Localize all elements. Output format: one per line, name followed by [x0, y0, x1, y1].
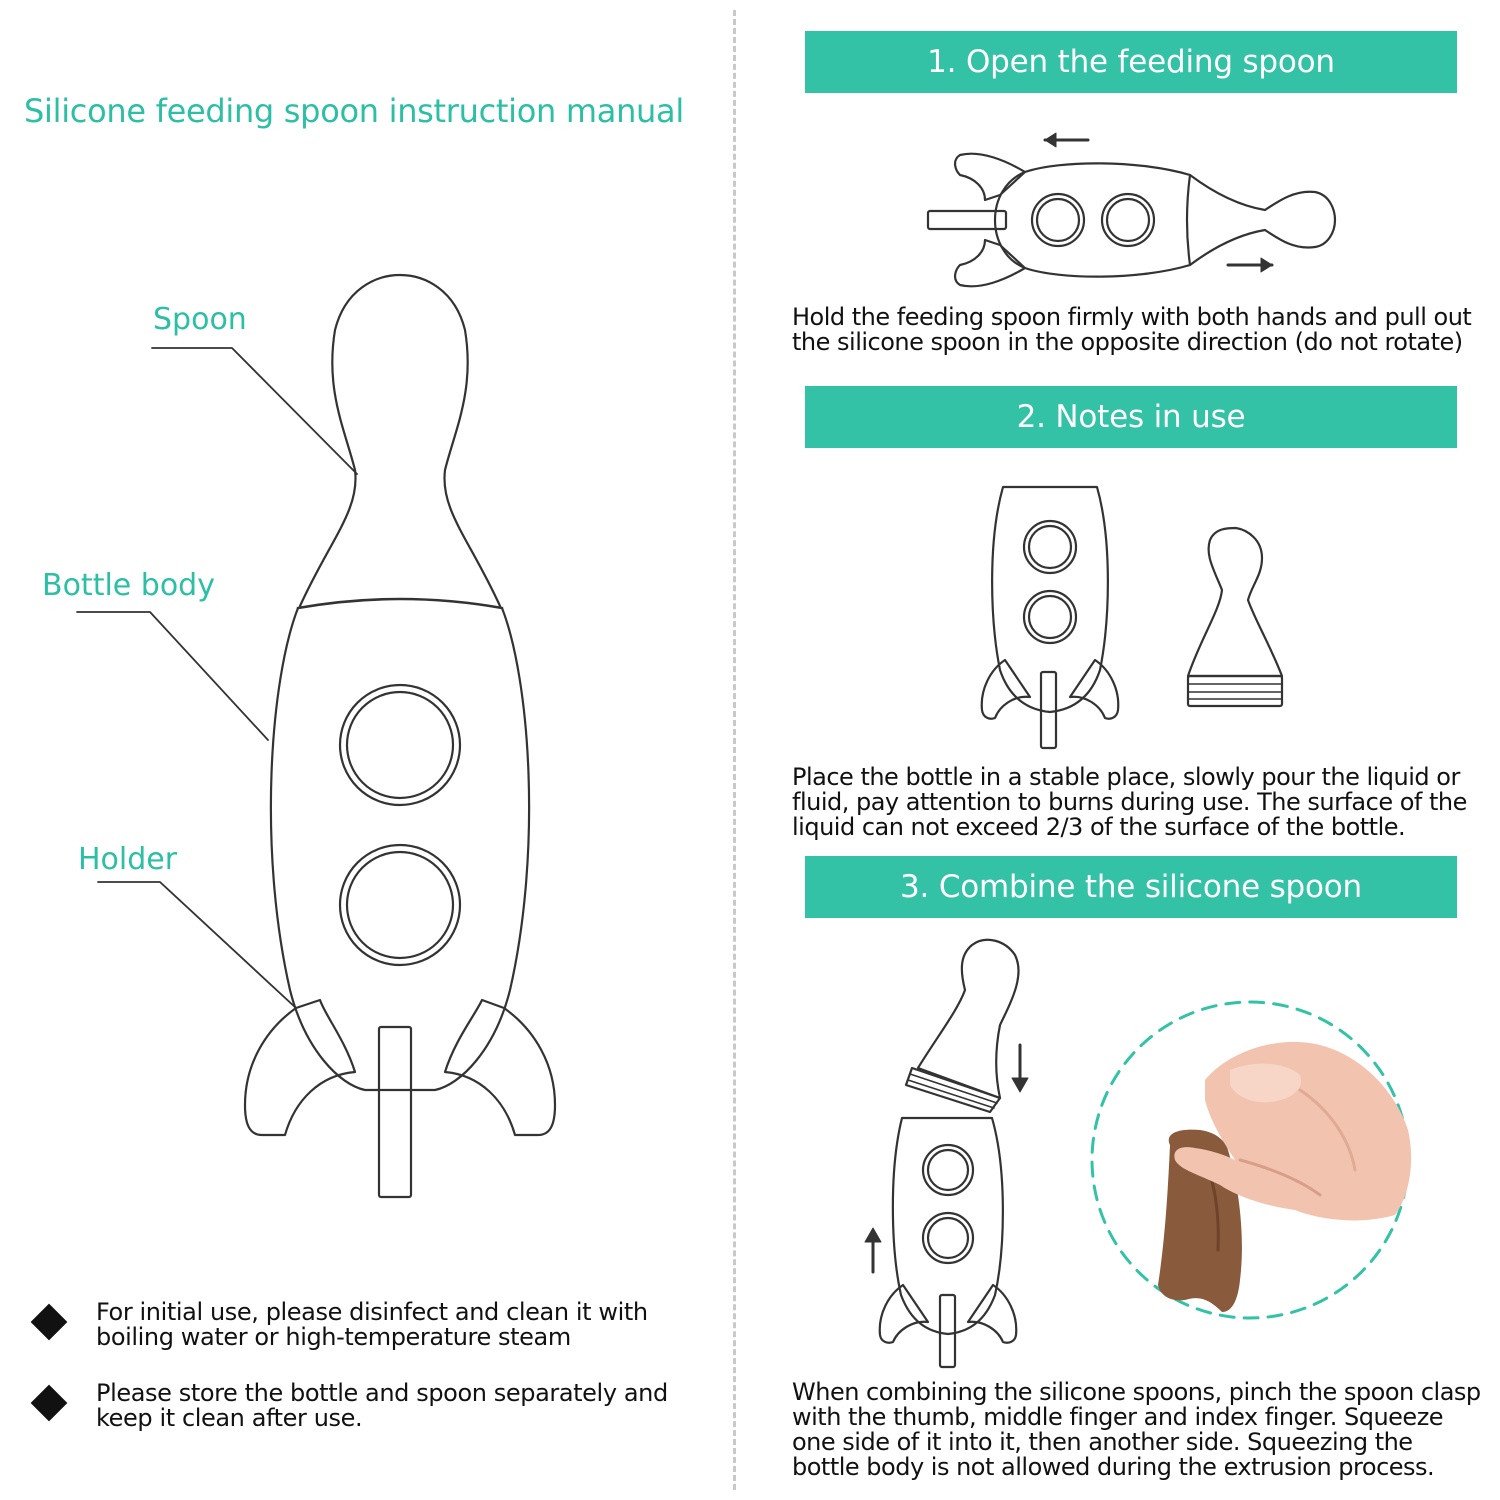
label-holder: Holder — [78, 842, 178, 877]
leader-line-bottle — [77, 612, 268, 740]
step1-illustration — [928, 133, 1335, 286]
leader-line-spoon — [152, 348, 357, 474]
main-holder — [379, 1027, 411, 1197]
note-item-2 — [36, 1381, 696, 1431]
main-spoon-shape — [300, 275, 500, 606]
step1-description: Hold the feeding spoon firmly with both hands and pull out the silicone spoon in the opposite direction (do not rotate) — [792, 303, 1472, 356]
note-text-1: For initial use, please disinfect and clean it with boiling water or high-temperature steam — [96, 1298, 648, 1351]
step2-heading: 2. Notes in use — [805, 386, 1457, 448]
label-spoon: Spoon — [153, 302, 247, 337]
step2-spoon — [1188, 528, 1282, 676]
step1-body — [995, 163, 1190, 276]
step3-heading: 3. Combine the silicone spoon — [805, 856, 1457, 918]
note-text-2: Please store the bottle and spoon separately and keep it clean after use. — [96, 1379, 668, 1432]
step2-fin-right — [1070, 660, 1118, 719]
step2-spoon-base — [1188, 676, 1282, 706]
main-rocket-illustration — [77, 275, 555, 1197]
label-bottle-body: Bottle body — [42, 568, 215, 603]
step2-illustration — [982, 487, 1282, 748]
step1-spoon — [1187, 175, 1335, 265]
main-window-bottom-outer — [340, 845, 460, 965]
step1-heading: 1. Open the feeding spoon — [805, 31, 1457, 93]
note-item-1 — [36, 1300, 696, 1350]
main-window-top-inner — [347, 692, 453, 798]
manual-title: Silicone feeding spoon instruction manual — [24, 92, 684, 130]
step3-illustration — [865, 940, 1411, 1367]
diamond-bullet-icon — [31, 1304, 68, 1341]
diamond-bullet-icon — [31, 1385, 68, 1422]
step2-fin-left — [982, 660, 1030, 719]
main-window-top-outer — [340, 685, 460, 805]
main-bottle-body — [271, 608, 529, 1090]
leader-line-holder — [98, 882, 296, 1008]
main-window-bottom-inner — [347, 852, 453, 958]
main-spoon-rim — [298, 599, 502, 608]
hand-photo — [1158, 1042, 1411, 1312]
step2-description: Place the bottle in a stable place, slowly pour the liquid or fluid, pay attention to burns during use. The surface of the liquid can not exceed 2/3 of the surface of the bottle. — [792, 763, 1467, 841]
step3-description: When combining the silicone spoons, pinch the spoon clasp with the thumb, middle finger and index finger. Squeeze one side of it into it, then another side. Squeezing the bottle body is not allowed during the extrusion process. — [792, 1378, 1481, 1481]
